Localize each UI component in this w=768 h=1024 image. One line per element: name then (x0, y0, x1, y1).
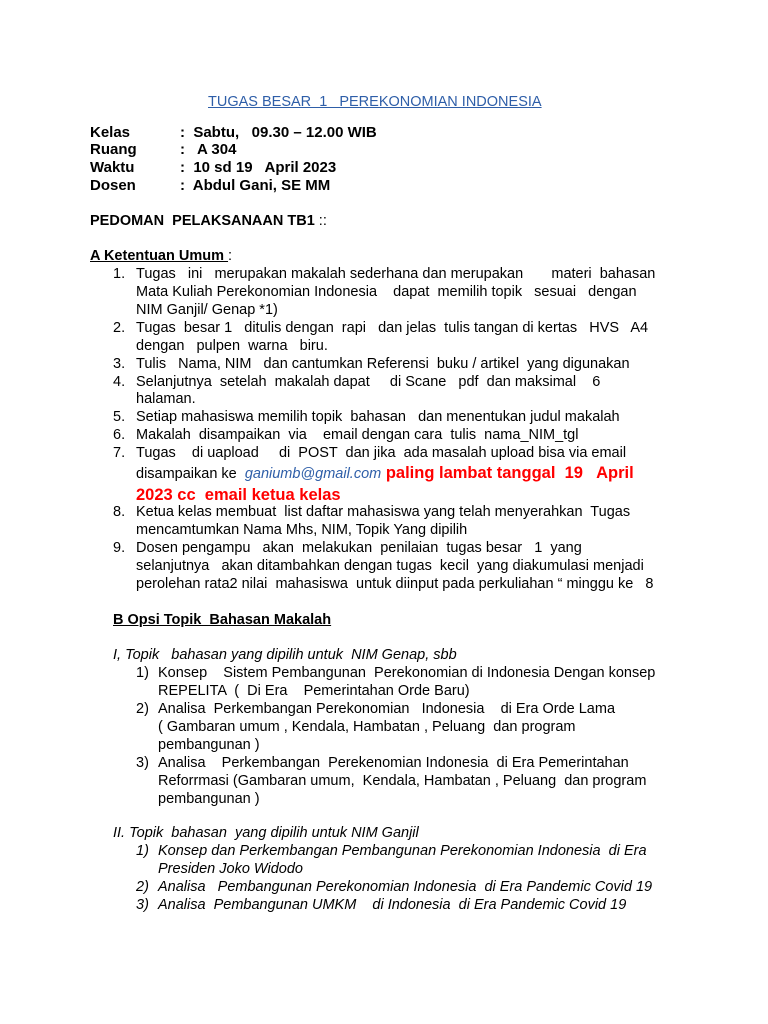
list-item-line: Konsep dan Perkembangan Pembangunan Perekonomian Indonesia di Era (158, 843, 647, 859)
list-item-line: pembangunan ) (158, 791, 260, 807)
list-item-line: pembangunan ) (158, 737, 260, 753)
info-label-ruang: Ruang (90, 141, 137, 158)
section-a-heading-text: A Ketentuan Umum (90, 248, 229, 264)
list-item-number: 3) (136, 755, 149, 771)
list-item-number: 7. (113, 445, 126, 461)
group-genap-heading: I, Topik bahasan yang dipilih untuk NIM Genap, sbb (113, 647, 457, 663)
list-item-line: selanjutnya akan ditambahkan dengan tugas kecil yang diakumulasi menjadi (136, 558, 644, 574)
info-label-dosen: Dosen (90, 177, 136, 194)
email-link[interactable]: ganiumb@gmail.com (244, 466, 382, 482)
info-label-waktu: Waktu (90, 159, 135, 176)
info-value-kelas: : Sabtu, 09.30 – 12.00 WIB (180, 124, 377, 141)
list-item-line: Analisa Pembangunan Perekonomian Indonesia di Era Pandemic Covid 19 (158, 879, 653, 895)
list-item-line: mencamtumkan Nama Mhs, NIM, Topik Yang dipilih (136, 522, 468, 538)
email-prefix: disampaikan ke (136, 466, 245, 482)
list-item-line: Analisa Pembangunan UMKM di Indonesia di Era Pandemic Covid 19 (158, 897, 627, 913)
document-title: TUGAS BESAR 1 PEREKONOMIAN INDONESIA (208, 94, 542, 110)
list-item-line: Makalah disampaikan via email dengan cara tulis nama_NIM_tgl (136, 427, 579, 443)
list-item-number: 1. (113, 266, 126, 282)
deadline-text: paling lambat tanggal 19 April (381, 464, 634, 482)
list-item-number: 1) (136, 843, 149, 859)
list-item-line: perolehan rata2 nilai mahasiswa untuk diinput pada perkuliahan “ minggu ke 8 (136, 576, 654, 592)
list-item-number: 2) (136, 701, 149, 717)
list-item-line: Analisa Perkembangan Perekenomian Indonesia di Era Pemerintahan (158, 755, 629, 771)
section-a-heading (90, 248, 232, 266)
list-item-number: 8. (113, 504, 126, 520)
deadline-text-cont: 2023 cc email ketua kelas (136, 486, 341, 504)
info-label-kelas: Kelas (90, 124, 131, 141)
info-value-ruang: : A 304 (180, 141, 237, 158)
section-a-heading-colon: : (228, 248, 233, 264)
list-item-line: ( Gambaran umum , Kendala, Hambatan , Peluang dan program (158, 719, 576, 735)
list-item-line: Tulis Nama, NIM dan cantumkan Referensi buku / artikel yang digunakan (136, 356, 630, 372)
list-item-number: 6. (113, 427, 126, 443)
list-item-line: dengan pulpen warna biru. (136, 338, 328, 354)
list-item-number: 1) (136, 665, 149, 681)
section-b-heading: B Opsi Topik Bahasan Makalah (113, 612, 332, 628)
list-item-number: 2. (113, 320, 126, 336)
list-item-line: Setiap mahasiswa memilih topik bahasan dan menentukan judul makalah (136, 409, 620, 425)
list-item-number: 9. (113, 540, 126, 556)
list-item-line: Reforrmasi (Gambaran umum, Kendala, Hambatan , Peluang dan program (158, 773, 647, 789)
list-item-number: 4. (113, 374, 126, 390)
list-item-line: Tugas ini merupakan makalah sederhana dan merupakan materi bahasan (136, 266, 656, 282)
pedoman-heading (90, 213, 327, 231)
pedoman-heading-text: PEDOMAN PELAKSANAAN TB1 (90, 213, 315, 229)
info-value-dosen: : Abdul Gani, SE MM (180, 177, 331, 194)
list-item-line: halaman. (136, 391, 196, 407)
list-item-line: REPELITA ( Di Era Pemerintahan Orde Baru) (158, 683, 470, 699)
list-item-line: Dosen pengampu akan melakukan penilaian tugas besar 1 yang (136, 540, 582, 556)
pedoman-heading-suffix: :: (314, 213, 327, 229)
list-item-line: NIM Ganjil/ Genap *1) (136, 302, 278, 318)
list-item-line: Tugas di uapload di POST dan jika ada masalah upload bisa via email (136, 445, 627, 461)
list-item-line: Konsep Sistem Pembangunan Perekonomian di Indonesia Dengan konsep (158, 665, 656, 681)
list-item-number: 5. (113, 409, 126, 425)
list-item-line: Mata Kuliah Perekonomian Indonesia dapat memilih topik sesuai dengan (136, 284, 637, 300)
list-item-number: 2) (136, 879, 149, 895)
group-ganjil-heading: II. Topik bahasan yang dipilih untuk NIM Ganjil (113, 825, 419, 841)
info-value-waktu: : 10 sd 19 April 2023 (180, 159, 337, 176)
list-item-line: Selanjutnya setelah makalah dapat di Scane pdf dan maksimal 6 (136, 374, 601, 390)
list-item-line: Presiden Joko Widodo (158, 861, 303, 877)
list-item-number: 3) (136, 897, 149, 913)
list-item-line: Tugas besar 1 ditulis dengan rapi dan jelas tulis tangan di kertas HVS A4 (136, 320, 649, 336)
list-item-line: Ketua kelas membuat list daftar mahasiswa yang telah menyerahkan Tugas (136, 504, 631, 520)
list-item-number: 3. (113, 356, 126, 372)
list-item-line: Analisa Perkembangan Perekonomian Indonesia di Era Orde Lama (158, 701, 616, 717)
list-item-line-email (136, 463, 634, 484)
